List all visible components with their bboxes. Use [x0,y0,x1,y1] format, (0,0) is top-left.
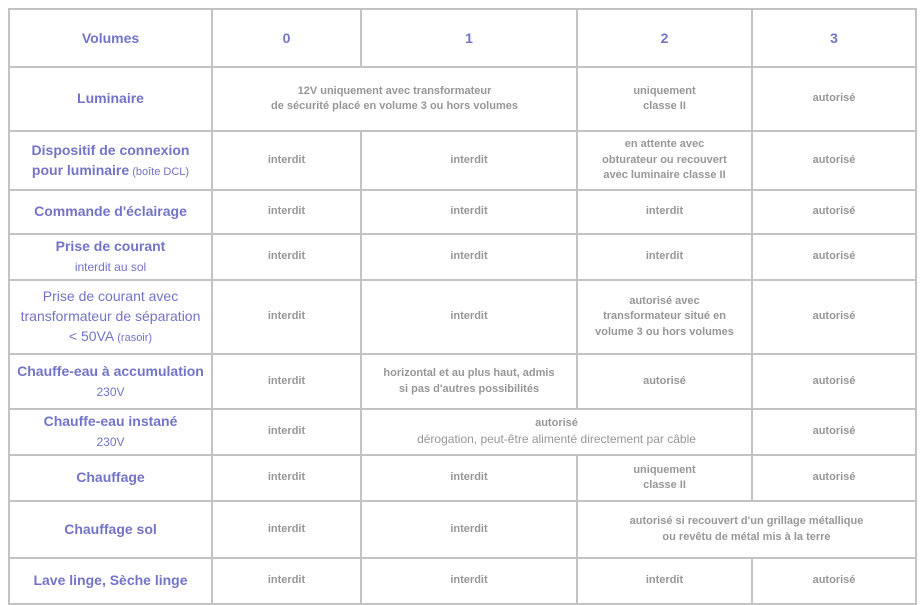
cell-text-line: interdit [267,205,306,218]
table-row-prise-de-courant [9,234,916,280]
cell-chauffe-eau-accumulation-0 [212,354,361,409]
header-volume-2: 2 [577,9,752,67]
table-row-chauffage [9,455,916,501]
cell-commande-eclairage-3 [752,190,916,234]
volumes-table [8,8,917,605]
cell-text-line: ou revêtu de métal mis à la terre [662,530,831,543]
table-row-chauffe-eau-accumulation [9,354,916,409]
cell-text-line: autorisé [812,374,856,387]
cell-text-line: interdit [645,205,684,218]
cell-text-line: autorisé [812,574,856,587]
row-label-line [14,89,207,109]
table-header [9,9,916,67]
cell-luminaire-0 [212,67,577,131]
cell-text-line: obturateur ou recouvert [602,153,727,166]
cell-commande-eclairage-2 [577,190,752,234]
cell-chauffe-eau-instane-1 [361,409,752,455]
header-volume-1: 1 [361,9,577,67]
row-label-text: Commande d'éclairage [34,203,187,219]
row-label-line [14,520,207,540]
cell-commande-eclairage-1 [361,190,577,234]
cell-text-line: interdit [450,471,488,484]
row-label-chauffage [9,455,212,501]
table-row-dispositif-connexion-luminaire [9,131,916,190]
cell-chauffage-3 [752,455,916,501]
cell-text-line: interdit [450,205,488,218]
cell-prise-transformateur-separation-3 [752,280,916,354]
row-label-text: 230V [96,384,125,399]
cell-chauffe-eau-instane-2 [752,409,916,455]
row-label-text: Chauffe-eau instané [43,413,178,429]
cell-text-line: interdit [267,250,306,263]
cell-text-line: interdit [267,522,306,535]
cell-prise-transformateur-separation-0 [212,280,361,354]
cell-text-line: uniquement [633,84,696,97]
cell-lave-linge-seche-linge-2 [577,558,752,604]
cell-text-line: autorisé [812,250,856,263]
cell-luminaire-2 [752,67,916,131]
row-label-text: Prise de courant [55,238,166,254]
cell-text-line: uniquement [633,463,696,476]
row-label-luminaire [9,67,212,131]
row-label-lave-linge-seche-linge [9,558,212,604]
cell-prise-de-courant-2 [577,234,752,280]
cell-text-line: autorisé avec [629,294,700,307]
cell-prise-de-courant-1 [361,234,577,280]
cell-dispositif-connexion-luminaire-1 [361,131,577,190]
cell-prise-de-courant-0 [212,234,361,280]
table-row-prise-transformateur-separation [9,280,916,354]
cell-prise-de-courant-3 [752,234,916,280]
cell-text-line: interdit [267,153,306,166]
row-label-line [14,202,207,222]
cell-text-line: 12V uniquement avec transformateur [297,84,492,97]
cell-dispositif-connexion-luminaire-3 [752,131,916,190]
row-label-line [14,432,207,452]
row-label-text: Dispositif de connexion [31,141,190,158]
row-label-commande-eclairage [9,190,212,234]
row-label-text: transformateur de séparation [20,308,201,324]
cell-chauffe-eau-accumulation-3 [752,354,916,409]
cell-prise-transformateur-separation-2 [577,280,752,354]
cell-luminaire-1 [577,67,752,131]
row-label-line [14,161,207,181]
cell-text-line: autorisé [812,425,856,438]
cell-text-line: autorisé [812,471,856,484]
cell-text-line: interdit [267,471,306,484]
row-label-text: < 50VA [68,328,115,344]
cell-lave-linge-seche-linge-1 [361,558,577,604]
row-label-line [14,257,207,277]
cell-text-line: interdit [267,374,306,387]
cell-text-line: interdit [450,522,488,535]
cell-text-line: classe II [643,100,686,112]
cell-text-line: transformateur situé en [603,310,726,323]
table-row-commande-eclairage [9,190,916,234]
header-row [9,9,916,67]
row-label-prise-transformateur-separation [9,280,212,354]
row-label-chauffe-eau-instane [9,409,212,455]
cell-text-line: autorisé [812,310,856,323]
cell-dispositif-connexion-luminaire-0 [212,131,361,190]
cell-commande-eclairage-0 [212,190,361,234]
cell-text-line: en attente avec [624,138,705,151]
row-label-text: 230V [96,435,125,449]
cell-text-line: autorisé [643,374,686,387]
row-label-dispositif-connexion-luminaire [9,131,212,190]
table-row-chauffe-eau-instane [9,409,916,455]
row-label-line [14,237,207,257]
table-body [9,67,916,604]
cell-chauffage-sol-2 [577,501,916,558]
cell-text-line: interdit [450,250,488,263]
row-label-text: (boîte DCL) [129,165,190,178]
cell-lave-linge-seche-linge-3 [752,558,916,604]
table-row-luminaire [9,67,916,131]
row-label-text: pour luminaire [31,161,130,178]
row-label-line [14,287,207,307]
row-label-text: Chauffage sol [64,520,157,537]
table-row-lave-linge-seche-linge [9,558,916,604]
row-label-line [14,412,207,432]
cell-chauffe-eau-accumulation-2 [577,354,752,409]
cell-text-line: interdit [450,310,488,323]
cell-chauffe-eau-accumulation-1 [361,354,577,409]
cell-text-line: avec luminaire classe II [603,169,726,182]
cell-text-line: autorisé [812,153,856,166]
cell-text-line: interdit [450,153,488,166]
cell-text-line: interdit [645,250,684,263]
row-label-prise-de-courant [9,234,212,280]
row-label-text: Prise de courant avec [42,288,179,304]
cell-text-line: interdit [645,574,684,587]
cell-chauffe-eau-instane-0 [212,409,361,455]
row-label-text: Chauffage [76,469,145,485]
cell-text-line: autorisé [812,92,856,105]
cell-text-line: de sécurité placé en volume 3 ou hors volumes [271,100,518,112]
cell-chauffage-sol-0 [212,501,361,558]
row-label-line [14,382,207,402]
header-volume-3: 3 [752,9,916,67]
cell-text-line: interdit [267,310,306,323]
cell-chauffage-1 [361,455,577,501]
row-label-text: Chauffe-eau à accumulation [17,362,204,379]
row-label-text: Luminaire [77,90,144,106]
row-label-text: interdit au sol [74,260,147,274]
row-label-line [14,571,207,591]
cell-text-line: interdit [450,574,488,587]
header-volumes: Volumes [9,9,212,67]
row-label-line [14,307,207,327]
cell-text-line: classe II [643,479,686,491]
header-volume-0: 0 [212,9,361,67]
row-label-line [14,362,207,382]
row-label-text: (rasoir) [114,332,153,344]
cell-prise-transformateur-separation-1 [361,280,577,354]
cell-text-line: volume 3 ou hors volumes [595,325,734,338]
cell-chauffage-2 [577,455,752,501]
cell-text-line: si pas d'autres possibilités [398,382,540,395]
cell-text-line: horizontal et au plus haut, admis [383,367,555,380]
cell-text-line: autorisé [535,416,578,429]
row-label-chauffe-eau-accumulation [9,354,212,409]
cell-text-line: dérogation, peut-être alimenté directement par câble [417,432,696,447]
row-label-text: Lave linge, Sèche linge [33,572,188,588]
row-label-line [14,327,207,347]
cell-lave-linge-seche-linge-0 [212,558,361,604]
cell-text-line: autorisé si recouvert d'un grillage métallique [629,515,864,528]
cell-dispositif-connexion-luminaire-2 [577,131,752,190]
row-label-line [14,141,207,161]
cell-text-line: interdit [267,425,306,438]
table-row-chauffage-sol [9,501,916,558]
cell-text-line: interdit [267,574,306,587]
cell-chauffage-sol-1 [361,501,577,558]
cell-chauffage-0 [212,455,361,501]
cell-text-line: autorisé [812,205,856,218]
row-label-chauffage-sol [9,501,212,558]
row-label-line [14,468,207,488]
